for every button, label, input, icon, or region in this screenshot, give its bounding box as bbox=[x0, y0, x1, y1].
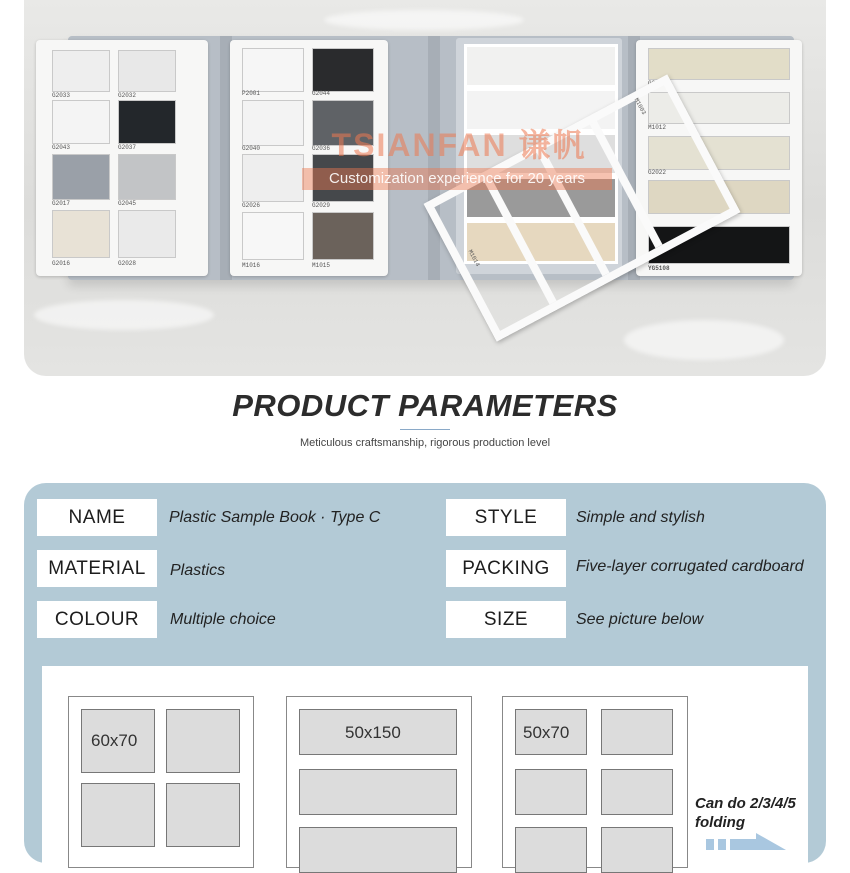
param-label-colour: COLOUR bbox=[37, 601, 157, 638]
sample-code: G2043 bbox=[52, 144, 71, 151]
param-value-name: Plastic Sample Book · Type C bbox=[169, 509, 381, 526]
sample-cell bbox=[81, 783, 155, 847]
sample-code: G2044 bbox=[312, 90, 331, 97]
sample-code: G2029 bbox=[312, 202, 331, 209]
sheet-50x150 bbox=[286, 696, 472, 868]
size-label: 50x150 bbox=[345, 723, 401, 742]
param-label-material: MATERIAL bbox=[37, 550, 157, 587]
sample-code: G2022 bbox=[648, 169, 667, 176]
sample-code: G2008 bbox=[648, 80, 667, 87]
stone-chip bbox=[52, 50, 110, 92]
stone-chip bbox=[242, 48, 304, 92]
sample-board-left bbox=[36, 40, 208, 276]
frame-bar bbox=[484, 177, 557, 304]
sample-code: M1015 bbox=[312, 262, 331, 269]
title-divider bbox=[400, 429, 450, 430]
stone-chip bbox=[312, 48, 374, 92]
sample-cell bbox=[515, 827, 587, 873]
stone-chip bbox=[242, 100, 304, 146]
param-value-packing: Five-layer corrugated cardboard bbox=[576, 558, 804, 575]
sample-code: M1012 bbox=[648, 124, 667, 131]
sample-cell bbox=[166, 783, 240, 847]
stone-chip bbox=[118, 100, 176, 144]
sample-code: YG5108 bbox=[648, 265, 670, 272]
sample-code: G2032 bbox=[118, 92, 137, 99]
param-value-style: Simple and stylish bbox=[576, 509, 705, 526]
param-value-size: See picture below bbox=[576, 611, 704, 628]
sheet-50x70 bbox=[502, 696, 688, 868]
sample-code: G2033 bbox=[52, 92, 71, 99]
product-photo bbox=[24, 0, 826, 376]
folding-note bbox=[695, 794, 796, 832]
sample-code: M1016 bbox=[242, 262, 261, 269]
sample-code: G2016 bbox=[52, 260, 71, 267]
marble-vein bbox=[324, 10, 524, 30]
param-value-material: Plastics bbox=[170, 562, 226, 579]
stone-chip bbox=[312, 212, 374, 260]
watermark-brand: TSIANFAN 谦帆 bbox=[331, 127, 587, 163]
sheet-60x70 bbox=[68, 696, 254, 868]
sample-cell bbox=[601, 769, 673, 815]
stone-chip bbox=[52, 154, 110, 200]
sample-cell bbox=[601, 827, 673, 873]
param-label-name: NAME bbox=[37, 499, 157, 536]
section-subtitle: Meticulous craftsmanship, rigorous production level bbox=[299, 437, 551, 449]
sample-cell bbox=[299, 827, 457, 873]
section-title: PRODUCT PARAMETERS bbox=[232, 388, 618, 423]
sample-code: G2045 bbox=[118, 200, 137, 207]
stone-chip bbox=[242, 212, 304, 260]
sample-cell bbox=[299, 769, 457, 815]
folding-note-line: folding bbox=[695, 814, 745, 831]
stone-chip bbox=[52, 210, 110, 258]
param-label-size: SIZE bbox=[446, 601, 566, 638]
param-label-packing: PACKING bbox=[446, 550, 566, 587]
sample-code: G2017 bbox=[52, 200, 71, 207]
stone-chip bbox=[118, 154, 176, 200]
sample-cell bbox=[601, 709, 673, 755]
stone-chip bbox=[118, 210, 176, 258]
param-label-style: STYLE bbox=[446, 499, 566, 536]
watermark-tagline: Customization experience for 20 years bbox=[302, 168, 612, 190]
marble-vein bbox=[624, 320, 784, 360]
stone-chip bbox=[118, 50, 176, 92]
arrow-right-icon bbox=[706, 833, 786, 850]
strip-slot bbox=[464, 44, 618, 88]
sample-code: P2001 bbox=[242, 90, 261, 97]
sample-code: G2037 bbox=[118, 144, 137, 151]
sample-cell bbox=[515, 769, 587, 815]
sample-code: G2036 bbox=[312, 145, 331, 152]
sample-code: G2026 bbox=[242, 202, 261, 209]
marble-vein bbox=[34, 300, 214, 330]
folding-note-line: Can do 2/3/4/5 bbox=[695, 795, 796, 812]
stone-chip bbox=[52, 100, 110, 144]
frame-code: M1003 bbox=[632, 96, 648, 116]
stone-chip bbox=[242, 154, 304, 202]
size-label: 50x70 bbox=[523, 723, 570, 742]
param-value-colour: Multiple choice bbox=[170, 611, 276, 628]
sample-code: G2040 bbox=[242, 145, 261, 152]
frame-code: M1014 bbox=[466, 248, 482, 268]
sample-code: G2028 bbox=[118, 260, 137, 267]
sample-cell bbox=[166, 709, 240, 773]
stone-chip bbox=[648, 48, 790, 80]
size-label: 60x70 bbox=[91, 731, 138, 750]
